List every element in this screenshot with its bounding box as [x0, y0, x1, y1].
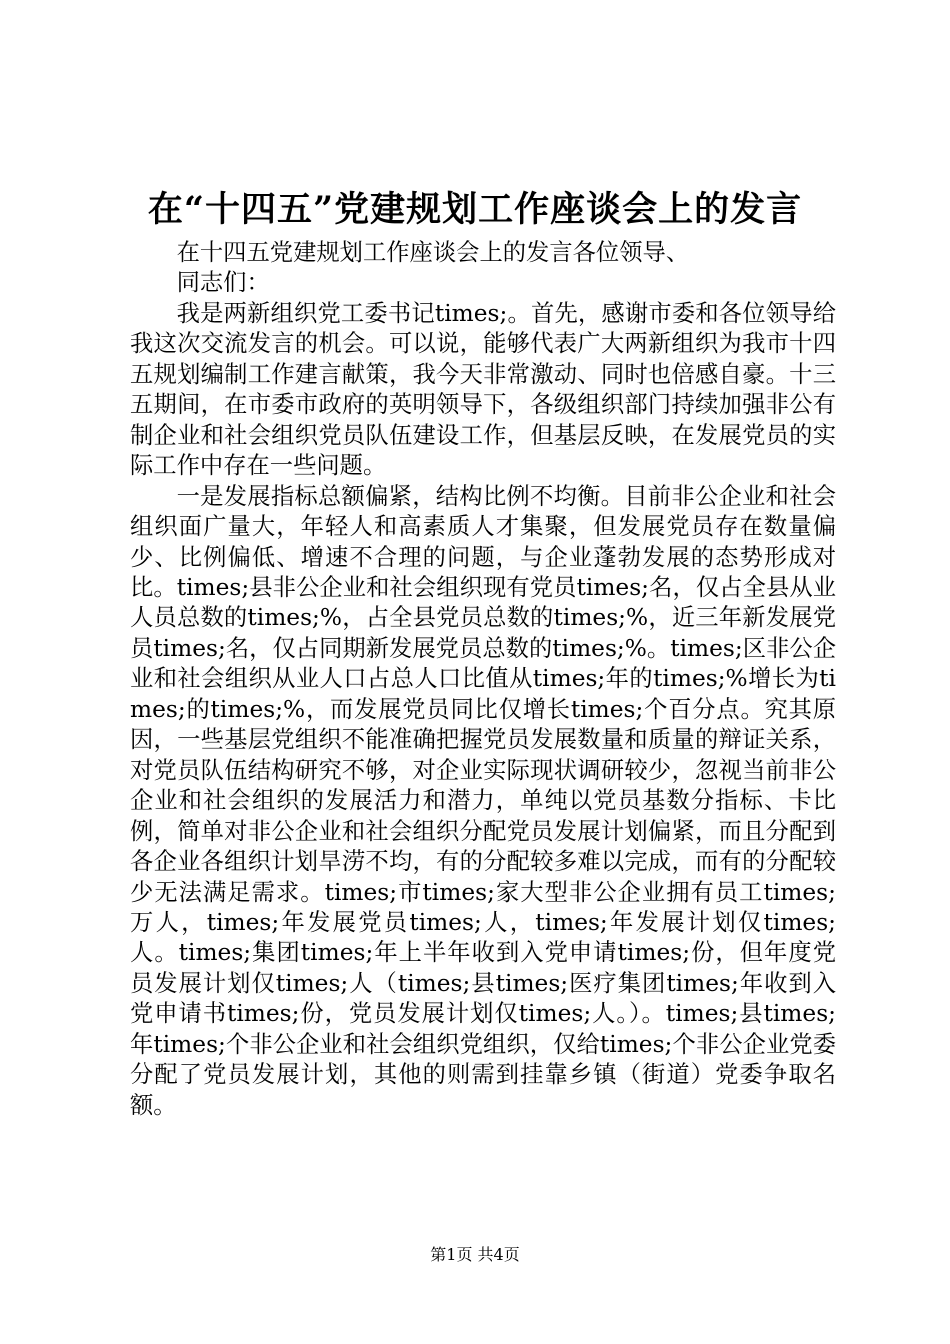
document-title: 在“十四五”党建规划工作座谈会上的发言: [147, 189, 803, 230]
paragraph-opening: 在十四五党建规划工作座谈会上的发言各位领导、: [176, 239, 690, 266]
paragraph-issue-one: 一是发展指标总额偏紧，结构比例不均衡。目前非公企业和社会组织面广量大，年轻人和高素质人才集聚，但发展党员存在数量偏少、比例偏低、增速不合理的问题，与企业蓬勃发展的态势形成对比。times;县非公企业和社会组织现有党员times;名，仅占全县从业人员总数的times;%，占全县党员总数的times;%，近三年新发展党员times;名，仅占同期新发展党员总数的times;%。times;区非公企业和社会组织从业人口占总人口比值从times;年的times;%增长为times;的times;%，而发展党员同比仅增长times;个百分点。究其原因，一些基层党组织不能准确把握党员发展数量和质量的辩证关系，对党员队伍结构研究不够，对企业实际现状调研较少，忽视当前非公企业和社会组织的发展活力和潜力，单纯以党员基数分指标、卡比例，简单对非公企业和社会组织分配党员发展计划偏紧，而且分配到各企业各组织计划旱涝不均，有的分配较多难以完成，而有的分配较少无法满足需求。times;市times;家大型非公企业拥有员工times;万人，times;年发展党员times;人，times;年发展计划仅times;人。times;集团times;年上半年收到入党申请times;份，但年度党员发展计划仅times;人（times;县times;医疗集团times;年收到入党申请书times;份，党员发展计划仅times;人。）。times;县times;年times;个非公企业和社会组织党组织，仅给times;个非公企业党委分配了党员发展计划，其他的则需到挂靠乡镇（街道）党委争取名额。: [130, 482, 836, 1119]
paragraph-introduction: 我是两新组织党工委书记times;。首先，感谢市委和各位领导给我这次交流发言的机会。可以说，能够代表广大两新组织为我市十四五规划编制工作建言献策，我今天非常激动、同时也倍感自豪。十三五期间，在市委市政府的英明领导下，各级组织部门持续加强非公有制企业和社会组织党员队伍建设工作，但基层反映，在发展党员的实际工作中存在一些问题。: [130, 299, 836, 480]
paragraph-salutation: 同志们：: [176, 269, 270, 297]
page-footer: 第1页 共4页: [430, 1245, 520, 1264]
document-body: [130, 238, 836, 1121]
